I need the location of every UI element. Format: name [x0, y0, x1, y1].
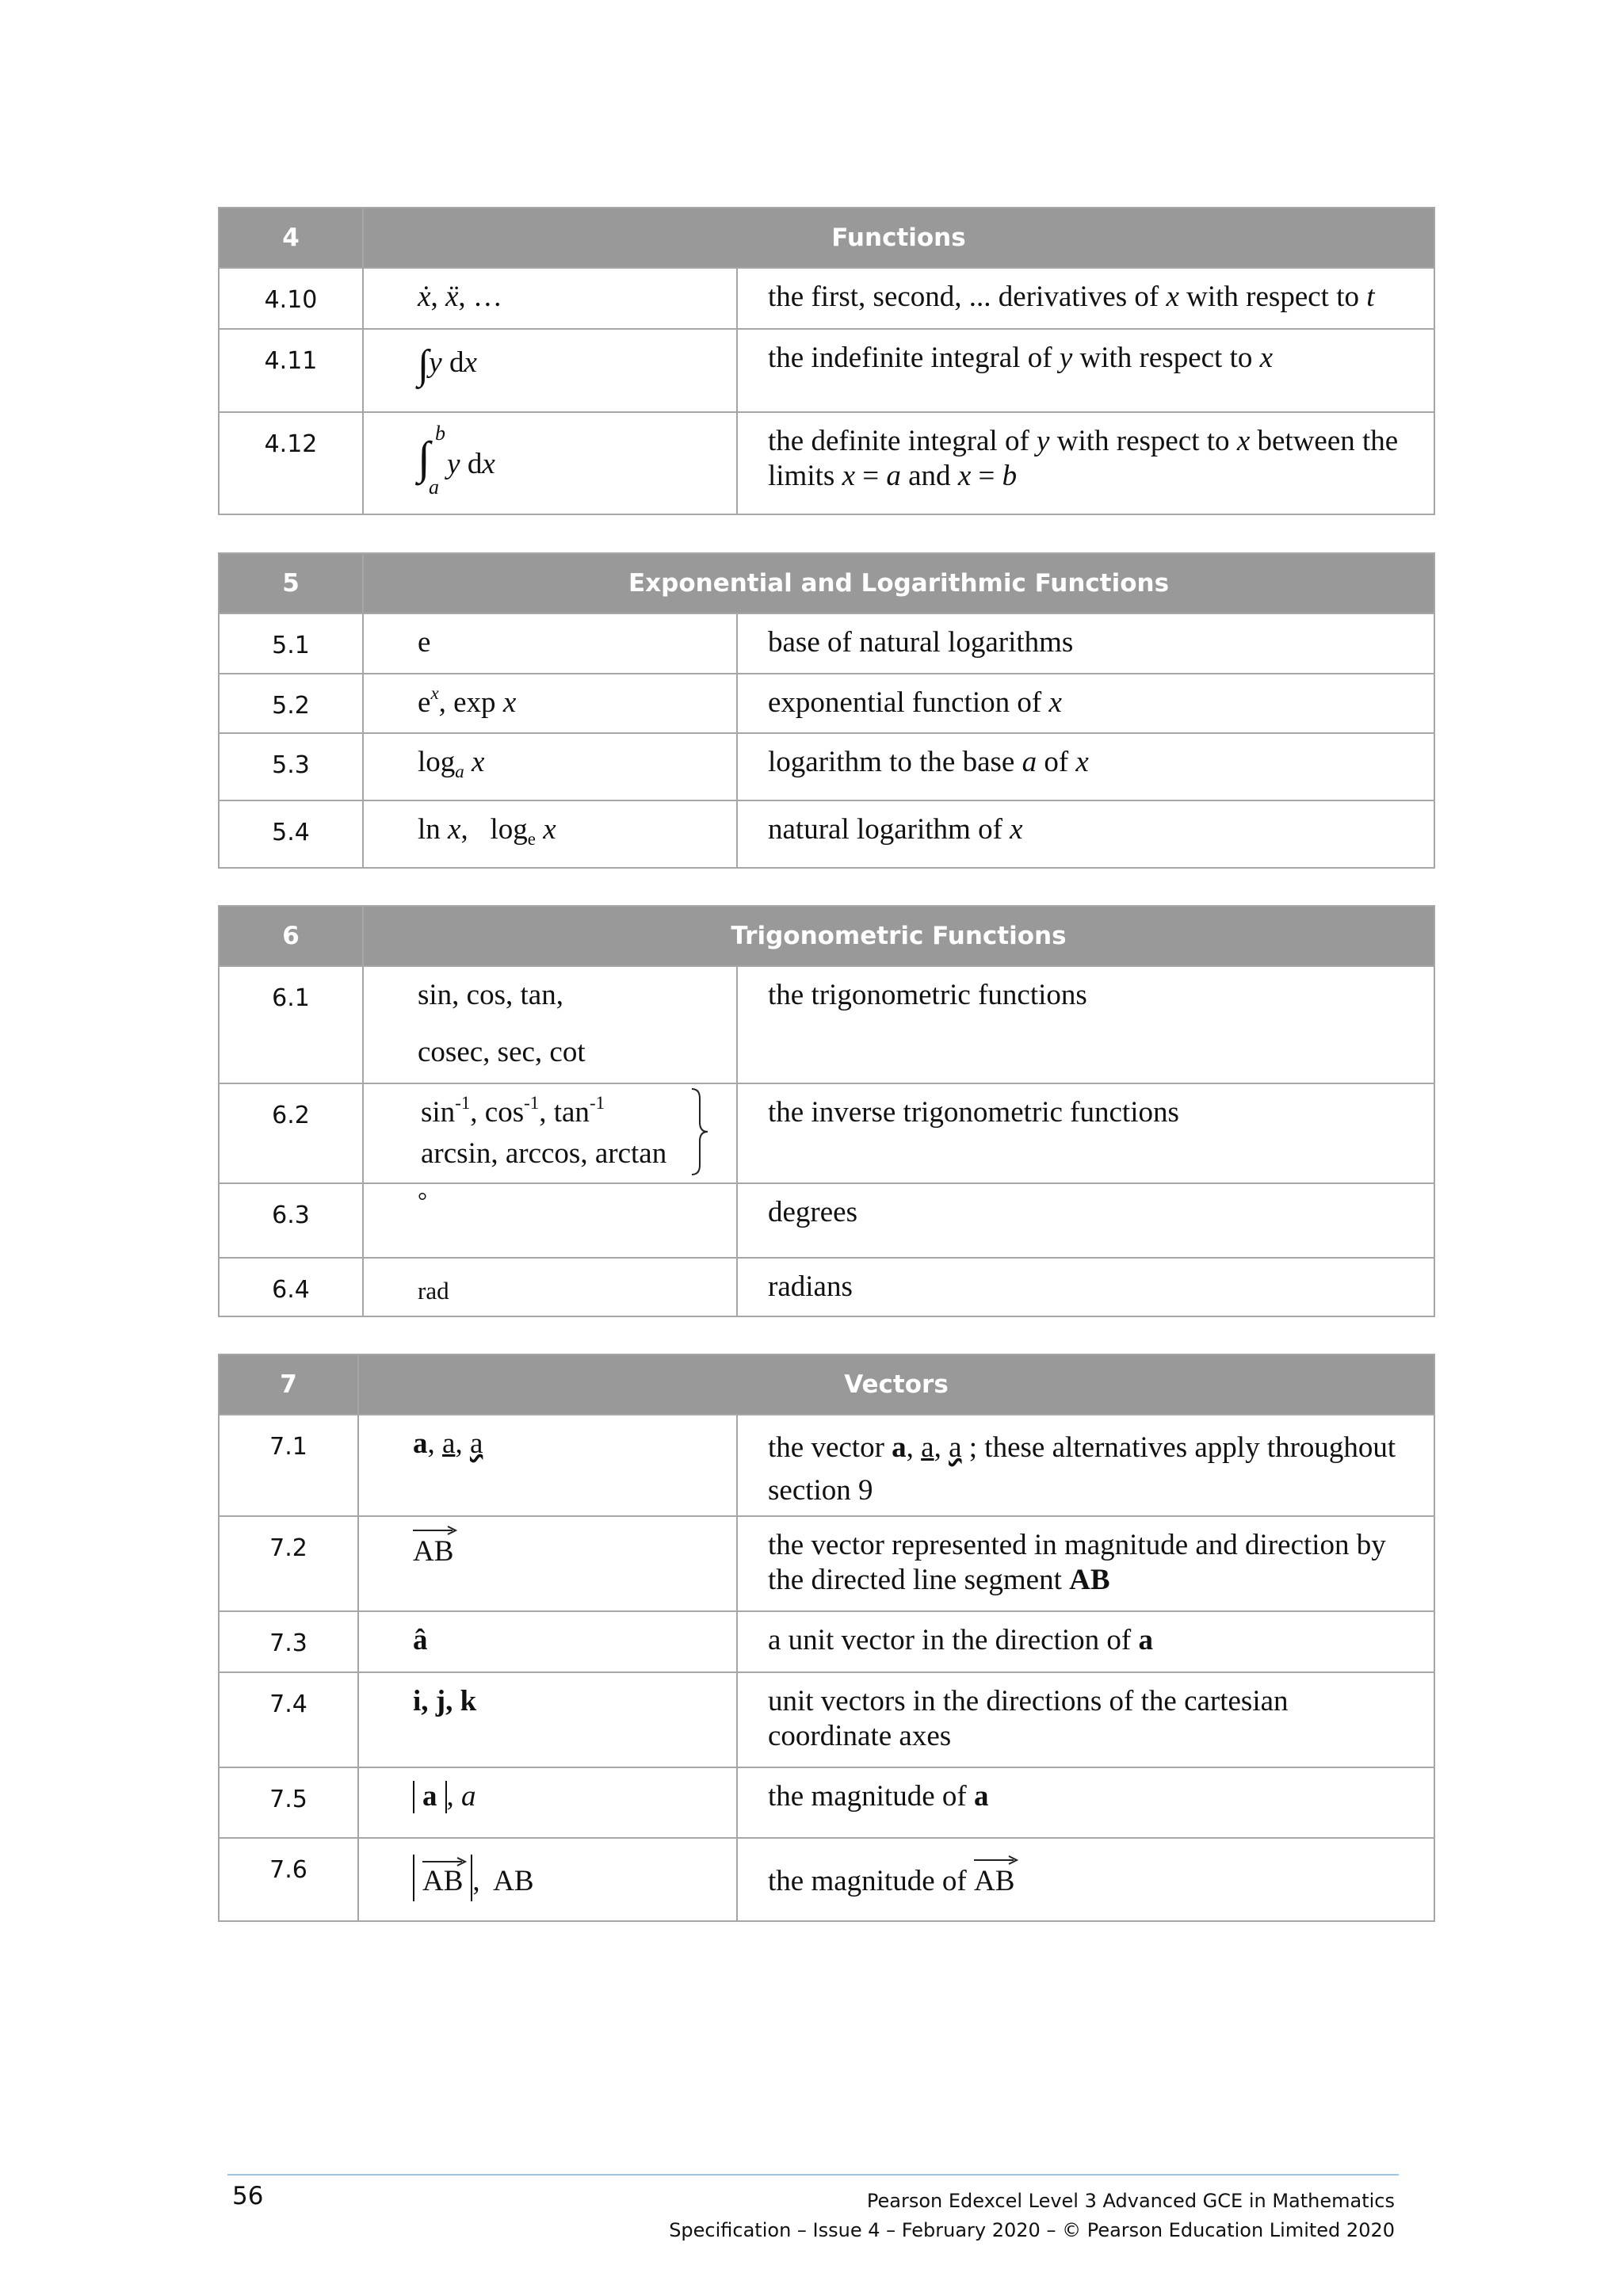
row-ref: 6.2 [219, 1083, 363, 1183]
section-number: 5 [219, 553, 363, 613]
row-meaning: the magnitude of AB [737, 1838, 1434, 1921]
row-notation: rad [363, 1258, 737, 1316]
section-title: Vectors [358, 1354, 1434, 1415]
row-meaning: the definite integral of y with respect to x between the limits x = a and x = b [737, 412, 1434, 514]
section-header [219, 906, 1434, 966]
row-meaning: natural logarithm of x [737, 800, 1434, 868]
table-row [219, 1838, 1434, 1921]
row-meaning: the first, second, ... derivatives of x with respect to t [737, 268, 1434, 329]
table-row [219, 1083, 1434, 1183]
section-number: 6 [219, 906, 363, 966]
row-notation: ° [363, 1183, 737, 1258]
section-number: 4 [219, 208, 363, 268]
table-row [219, 1183, 1434, 1258]
row-meaning: the magnitude of a [737, 1767, 1434, 1838]
row-ref: 6.3 [219, 1183, 363, 1258]
row-notation: a , a [358, 1767, 737, 1838]
row-ref: 4.10 [219, 268, 363, 329]
row-ref: 6.4 [219, 1258, 363, 1316]
row-meaning: a unit vector in the direction of a [737, 1611, 1434, 1672]
table-row [219, 1767, 1434, 1838]
section-7-table [218, 1354, 1435, 1922]
table-row [219, 412, 1434, 514]
table-row [219, 800, 1434, 868]
section-title: Exponential and Logarithmic Functions [363, 553, 1434, 613]
row-notation: ∫y dx [363, 329, 737, 412]
row-meaning: exponential function of x [737, 674, 1434, 733]
row-meaning: base of natural logarithms [737, 613, 1434, 674]
row-ref: 4.12 [219, 412, 363, 514]
table-row [219, 613, 1434, 674]
table-row [219, 966, 1434, 1083]
row-ref: 5.4 [219, 800, 363, 868]
row-meaning: the inverse trigonometric functions [737, 1083, 1434, 1183]
brace-icon [690, 1087, 709, 1176]
row-meaning: radians [737, 1258, 1434, 1316]
row-notation: $\log_a x$ [363, 733, 737, 800]
row-meaning: the indefinite integral of y with respect to x [737, 329, 1434, 412]
section-header [219, 553, 1434, 613]
row-ref: 7.4 [219, 1672, 358, 1767]
section-title: Trigonometric Functions [363, 906, 1434, 966]
row-ref: 7.1 [219, 1415, 358, 1516]
footer-divider [227, 2174, 1399, 2176]
row-notation: ẋ, ẍ, … [363, 268, 737, 329]
row-meaning: unit vectors in the directions of the cartesian coordinate axes [737, 1672, 1434, 1767]
row-notation: ∫ b a y dx [363, 412, 737, 514]
table-row [219, 1415, 1434, 1516]
row-notation: â [358, 1611, 737, 1672]
arrow-over-icon [422, 1856, 467, 1867]
row-meaning: the vector represented in magnitude and direction by the directed line segment AB [737, 1516, 1434, 1611]
table-row [219, 733, 1434, 800]
row-ref: 6.1 [219, 966, 363, 1083]
row-notation [363, 966, 737, 1083]
footer-spec: Specification – Issue 4 – February 2020 – © Pearson Education Limited 2020 [669, 2219, 1395, 2241]
row-notation: ln x, $\log_e x$ [363, 800, 737, 868]
section-4-table [218, 207, 1435, 515]
row-ref: 5.3 [219, 733, 363, 800]
row-ref: 7.5 [219, 1767, 358, 1838]
row-meaning: the trigonometric functions [737, 966, 1434, 1083]
table-row [219, 674, 1434, 733]
row-meaning: logarithm to the base a of x [737, 733, 1434, 800]
page-number: 56 [232, 2182, 264, 2210]
notation-line: cosec, sec, cot [418, 1036, 586, 1068]
row-ref: 4.11 [219, 329, 363, 412]
section-6-table [218, 905, 1435, 1317]
notation-line: sin, cos, tan, [418, 979, 563, 1011]
row-meaning: the vector a, a, a ; these alternatives apply throughout section 9 [737, 1415, 1434, 1516]
section-title: Functions [363, 208, 1434, 268]
table-row [219, 268, 1434, 329]
table-row [219, 329, 1434, 412]
row-notation: AB , AB [358, 1838, 737, 1921]
footer-title: Pearson Edexcel Level 3 Advanced GCE in Mathematics [866, 2190, 1395, 2212]
table-row [219, 1672, 1434, 1767]
table-row [219, 1516, 1434, 1611]
row-ref: 5.2 [219, 674, 363, 733]
arrow-over-icon [413, 1525, 457, 1536]
row-ref: 5.1 [219, 613, 363, 674]
section-header [219, 208, 1434, 268]
row-notation: $\sin^{-1}$, $\cos^{-1}$, $\tan^{-1}$ arcsin, arccos, arctan [363, 1083, 737, 1183]
row-ref: 7.6 [219, 1838, 358, 1921]
row-notation: i, j, k [358, 1672, 737, 1767]
row-notation: $e^x$, exp x [363, 674, 737, 733]
section-header [219, 1354, 1434, 1415]
section-5-table [218, 552, 1435, 869]
row-ref: 7.3 [219, 1611, 358, 1672]
table-row [219, 1258, 1434, 1316]
row-notation: e [363, 613, 737, 674]
row-ref: 7.2 [219, 1516, 358, 1611]
row-meaning: degrees [737, 1183, 1434, 1258]
table-row [219, 1611, 1434, 1672]
row-notation: AB [358, 1516, 737, 1611]
row-notation: a, a, a [358, 1415, 737, 1516]
section-number: 7 [219, 1354, 358, 1415]
arrow-over-icon [974, 1855, 1018, 1866]
